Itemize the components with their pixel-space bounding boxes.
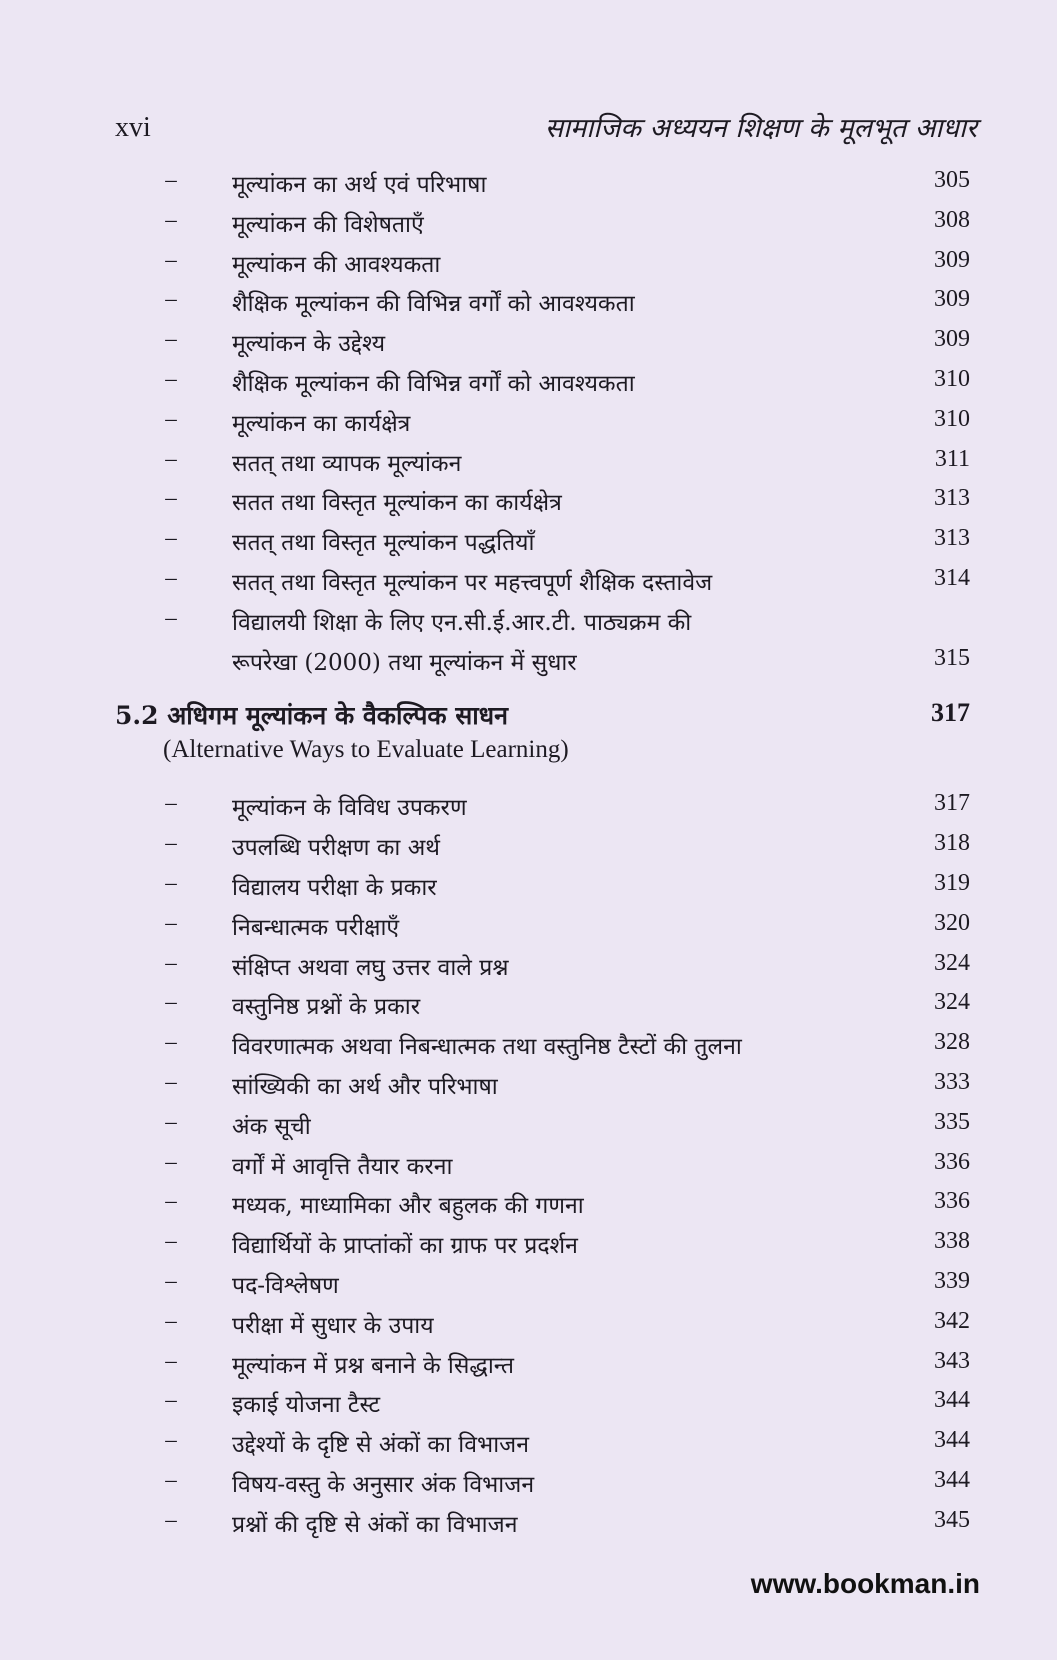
- entry-title: मूल्यांकन की आवश्यकता: [232, 251, 441, 278]
- section-title: 5.2 अधिगम मूल्यांकन के वैकल्पिक साधन: [115, 701, 508, 731]
- entry-title: विद्यार्थियों के प्राप्तांकों का ग्राफ पर प्रदर्शन: [232, 1233, 578, 1260]
- entry-dash: –: [165, 365, 177, 391]
- entry-dash: –: [165, 445, 177, 471]
- entry-dash: –: [165, 1307, 177, 1333]
- entry-page-number: 310: [934, 365, 970, 392]
- entry-page-number: 338: [934, 1228, 970, 1255]
- entry-dash: –: [165, 909, 177, 935]
- entry-title: रूपरेखा (2000) तथा मूल्यांकन में सुधार: [232, 649, 577, 676]
- entry-title: अंक सूची: [232, 1113, 311, 1140]
- entry-title: विवरणात्मक अथवा निबन्धात्मक तथा वस्तुनिष्ठ टैस्टों की तुलना: [232, 1034, 742, 1061]
- toc-entry: [0, 1224, 1057, 1264]
- toc-entry: [0, 1304, 1057, 1344]
- entry-page-number: 344: [934, 1427, 970, 1454]
- entry-dash: –: [165, 286, 177, 312]
- toc-entry: [0, 362, 1057, 402]
- entry-dash: –: [165, 1148, 177, 1174]
- entry-page-number: 336: [934, 1188, 970, 1215]
- toc-entry: [0, 1503, 1057, 1543]
- entry-title: सतत् तथा विस्तृत मूल्यांकन पर महत्त्वपूर्ण शैक्षिक दस्तावेज: [232, 569, 713, 596]
- entry-page-number: 311: [934, 445, 970, 472]
- entry-dash: –: [165, 1427, 177, 1453]
- entry-page-number: 309: [934, 286, 970, 313]
- toc-entry: [0, 1463, 1057, 1503]
- entry-page-number: 314: [934, 564, 970, 591]
- entry-dash: –: [165, 564, 177, 590]
- toc-entry: [0, 521, 1057, 561]
- entry-page-number: 333: [934, 1068, 970, 1095]
- running-title: सामाजिक अध्ययन शिक्षण के मूलभूत आधार: [544, 113, 977, 144]
- table-of-contents: [0, 163, 1057, 1543]
- toc-entry: [0, 985, 1057, 1025]
- entry-title: शैक्षिक मूल्यांकन की विभिन्न वर्गों को आवश्यकता: [232, 291, 635, 318]
- entry-page-number: 335: [934, 1108, 970, 1135]
- entry-page-number: 320: [934, 909, 970, 936]
- entry-title: विषय-वस्तु के अनुसार अंक विभाजन: [232, 1471, 535, 1498]
- entry-page-number: 309: [934, 326, 970, 353]
- entry-dash: –: [165, 1188, 177, 1214]
- entry-page-number: 313: [934, 525, 970, 552]
- page-number: xvi: [115, 112, 151, 143]
- entry-dash: –: [165, 1108, 177, 1134]
- toc-entry: [0, 906, 1057, 946]
- entry-dash: –: [165, 1466, 177, 1492]
- entry-title: विद्यालय परीक्षा के प्रकार: [232, 874, 437, 901]
- entry-title: मूल्यांकन का कार्यक्षेत्र: [232, 410, 411, 437]
- toc-list-a: [0, 163, 1057, 680]
- section-page-number: 317: [931, 698, 970, 728]
- entry-page-number: 310: [934, 405, 970, 432]
- entry-dash: –: [165, 949, 177, 975]
- entry-page-number: 336: [934, 1148, 970, 1175]
- entry-title: मूल्यांकन की विशेषताएँ: [232, 211, 424, 238]
- entry-page-number: 313: [934, 485, 970, 512]
- toc-entry: [0, 243, 1057, 283]
- entry-page-number: 317: [934, 790, 970, 817]
- entry-title: मूल्यांकन में प्रश्न बनाने के सिद्धान्त: [232, 1352, 514, 1379]
- entry-dash: –: [165, 1029, 177, 1055]
- entry-title: परीक्षा में सुधार के उपाय: [232, 1312, 434, 1339]
- toc-entry: [0, 1105, 1057, 1145]
- website-watermark: www.bookman.in: [750, 1568, 980, 1599]
- toc-section-heading: [0, 698, 1057, 776]
- toc-entry: [0, 1383, 1057, 1423]
- entry-page-number: 324: [934, 989, 970, 1016]
- entry-title: उद्देश्यों के दृष्टि से अंकों का विभाजन: [232, 1432, 530, 1459]
- toc-entry: [0, 481, 1057, 521]
- entry-dash: –: [165, 326, 177, 352]
- entry-dash: –: [165, 830, 177, 856]
- toc-entry: [0, 1065, 1057, 1105]
- entry-title: सतत् तथा विस्तृत मूल्यांकन पद्धतियाँ: [232, 530, 535, 557]
- entry-title: शैक्षिक मूल्यांकन की विभिन्न वर्गों को आवश्यकता: [232, 370, 635, 397]
- page-header: [115, 108, 977, 148]
- entry-dash: –: [165, 405, 177, 431]
- toc-entry: [0, 786, 1057, 826]
- entry-page-number: 342: [934, 1307, 970, 1334]
- entry-dash: –: [165, 525, 177, 551]
- entry-page-number: 318: [934, 830, 970, 857]
- entry-page-number: 324: [934, 949, 970, 976]
- toc-entry: [0, 322, 1057, 362]
- entry-page-number: 308: [934, 206, 970, 233]
- entry-title: मूल्यांकन के उद्देश्य: [232, 331, 386, 358]
- toc-entry: [0, 402, 1057, 442]
- entry-title: सांख्यिकी का अर्थ और परिभाषा: [232, 1073, 498, 1100]
- entry-dash: –: [165, 1387, 177, 1413]
- entry-page-number: 344: [934, 1466, 970, 1493]
- toc-entry: [0, 641, 1057, 681]
- toc-list-b: [0, 786, 1057, 1542]
- entry-dash: –: [165, 1068, 177, 1094]
- entry-title: विद्यालयी शिक्षा के लिए एन.सी.ई.आर.टी. पाठ्यक्रम की: [232, 609, 692, 636]
- toc-entry: [0, 1423, 1057, 1463]
- entry-title: निबन्धात्मक परीक्षाएँ: [232, 914, 400, 941]
- toc-entry: [0, 1264, 1057, 1304]
- entry-page-number: 328: [934, 1029, 970, 1056]
- entry-dash: –: [165, 790, 177, 816]
- entry-title: सतत् तथा व्यापक मूल्यांकन: [232, 450, 462, 477]
- entry-dash: –: [165, 1228, 177, 1254]
- entry-dash: –: [165, 1267, 177, 1293]
- entry-dash: –: [165, 246, 177, 272]
- entry-dash: –: [165, 989, 177, 1015]
- toc-entry: [0, 282, 1057, 322]
- entry-title: उपलब्धि परीक्षण का अर्थ: [232, 835, 440, 862]
- entry-dash: –: [165, 1506, 177, 1532]
- entry-dash: –: [165, 1347, 177, 1373]
- entry-title: मूल्यांकन के विविध उपकरण: [232, 795, 467, 822]
- toc-entry: [0, 826, 1057, 866]
- toc-entry: [0, 1184, 1057, 1224]
- entry-page-number: 343: [934, 1347, 970, 1374]
- entry-title: मूल्यांकन का अर्थ एवं परिभाषा: [232, 172, 487, 198]
- entry-title: सतत तथा विस्तृत मूल्यांकन का कार्यक्षेत्र: [232, 490, 562, 517]
- entry-title: वर्गों में आवृत्ति तैयार करना: [232, 1153, 453, 1180]
- entry-page-number: 319: [934, 869, 970, 896]
- toc-entry: [0, 442, 1057, 482]
- entry-page-number: 309: [934, 246, 970, 273]
- entry-dash: –: [165, 167, 177, 192]
- toc-entry: [0, 946, 1057, 986]
- toc-entry: [0, 866, 1057, 906]
- entry-dash: –: [165, 604, 177, 630]
- entry-page-number: 305: [934, 167, 970, 193]
- entry-title: मध्यक, माध्यामिका और बहुलक की गणना: [232, 1193, 584, 1220]
- toc-entry: [0, 601, 1057, 641]
- toc-entry: [0, 561, 1057, 601]
- entry-page-number: 344: [934, 1387, 970, 1414]
- section-subtitle: (Alternative Ways to Evaluate Learning): [163, 736, 569, 764]
- toc-entry: [0, 1344, 1057, 1384]
- entry-dash: –: [165, 206, 177, 232]
- toc-entry: [0, 203, 1057, 243]
- entry-title: वस्तुनिष्ठ प्रश्नों के प्रकार: [232, 994, 421, 1021]
- entry-title: इकाई योजना टैस्ट: [232, 1392, 381, 1419]
- toc-entry: [0, 1025, 1057, 1065]
- entry-page-number: 345: [934, 1506, 970, 1533]
- toc-entry: [0, 163, 1057, 203]
- entry-page-number: 315: [934, 644, 970, 671]
- entry-title: संक्षिप्त अथवा लघु उत्तर वाले प्रश्न: [232, 954, 509, 981]
- entry-dash: –: [165, 485, 177, 511]
- toc-entry: [0, 1145, 1057, 1185]
- entry-title: प्रश्नों की दृष्टि से अंकों का विभाजन: [232, 1511, 518, 1538]
- entry-title: पद-विश्लेषण: [232, 1272, 339, 1299]
- entry-dash: –: [165, 869, 177, 895]
- entry-page-number: 339: [934, 1267, 970, 1294]
